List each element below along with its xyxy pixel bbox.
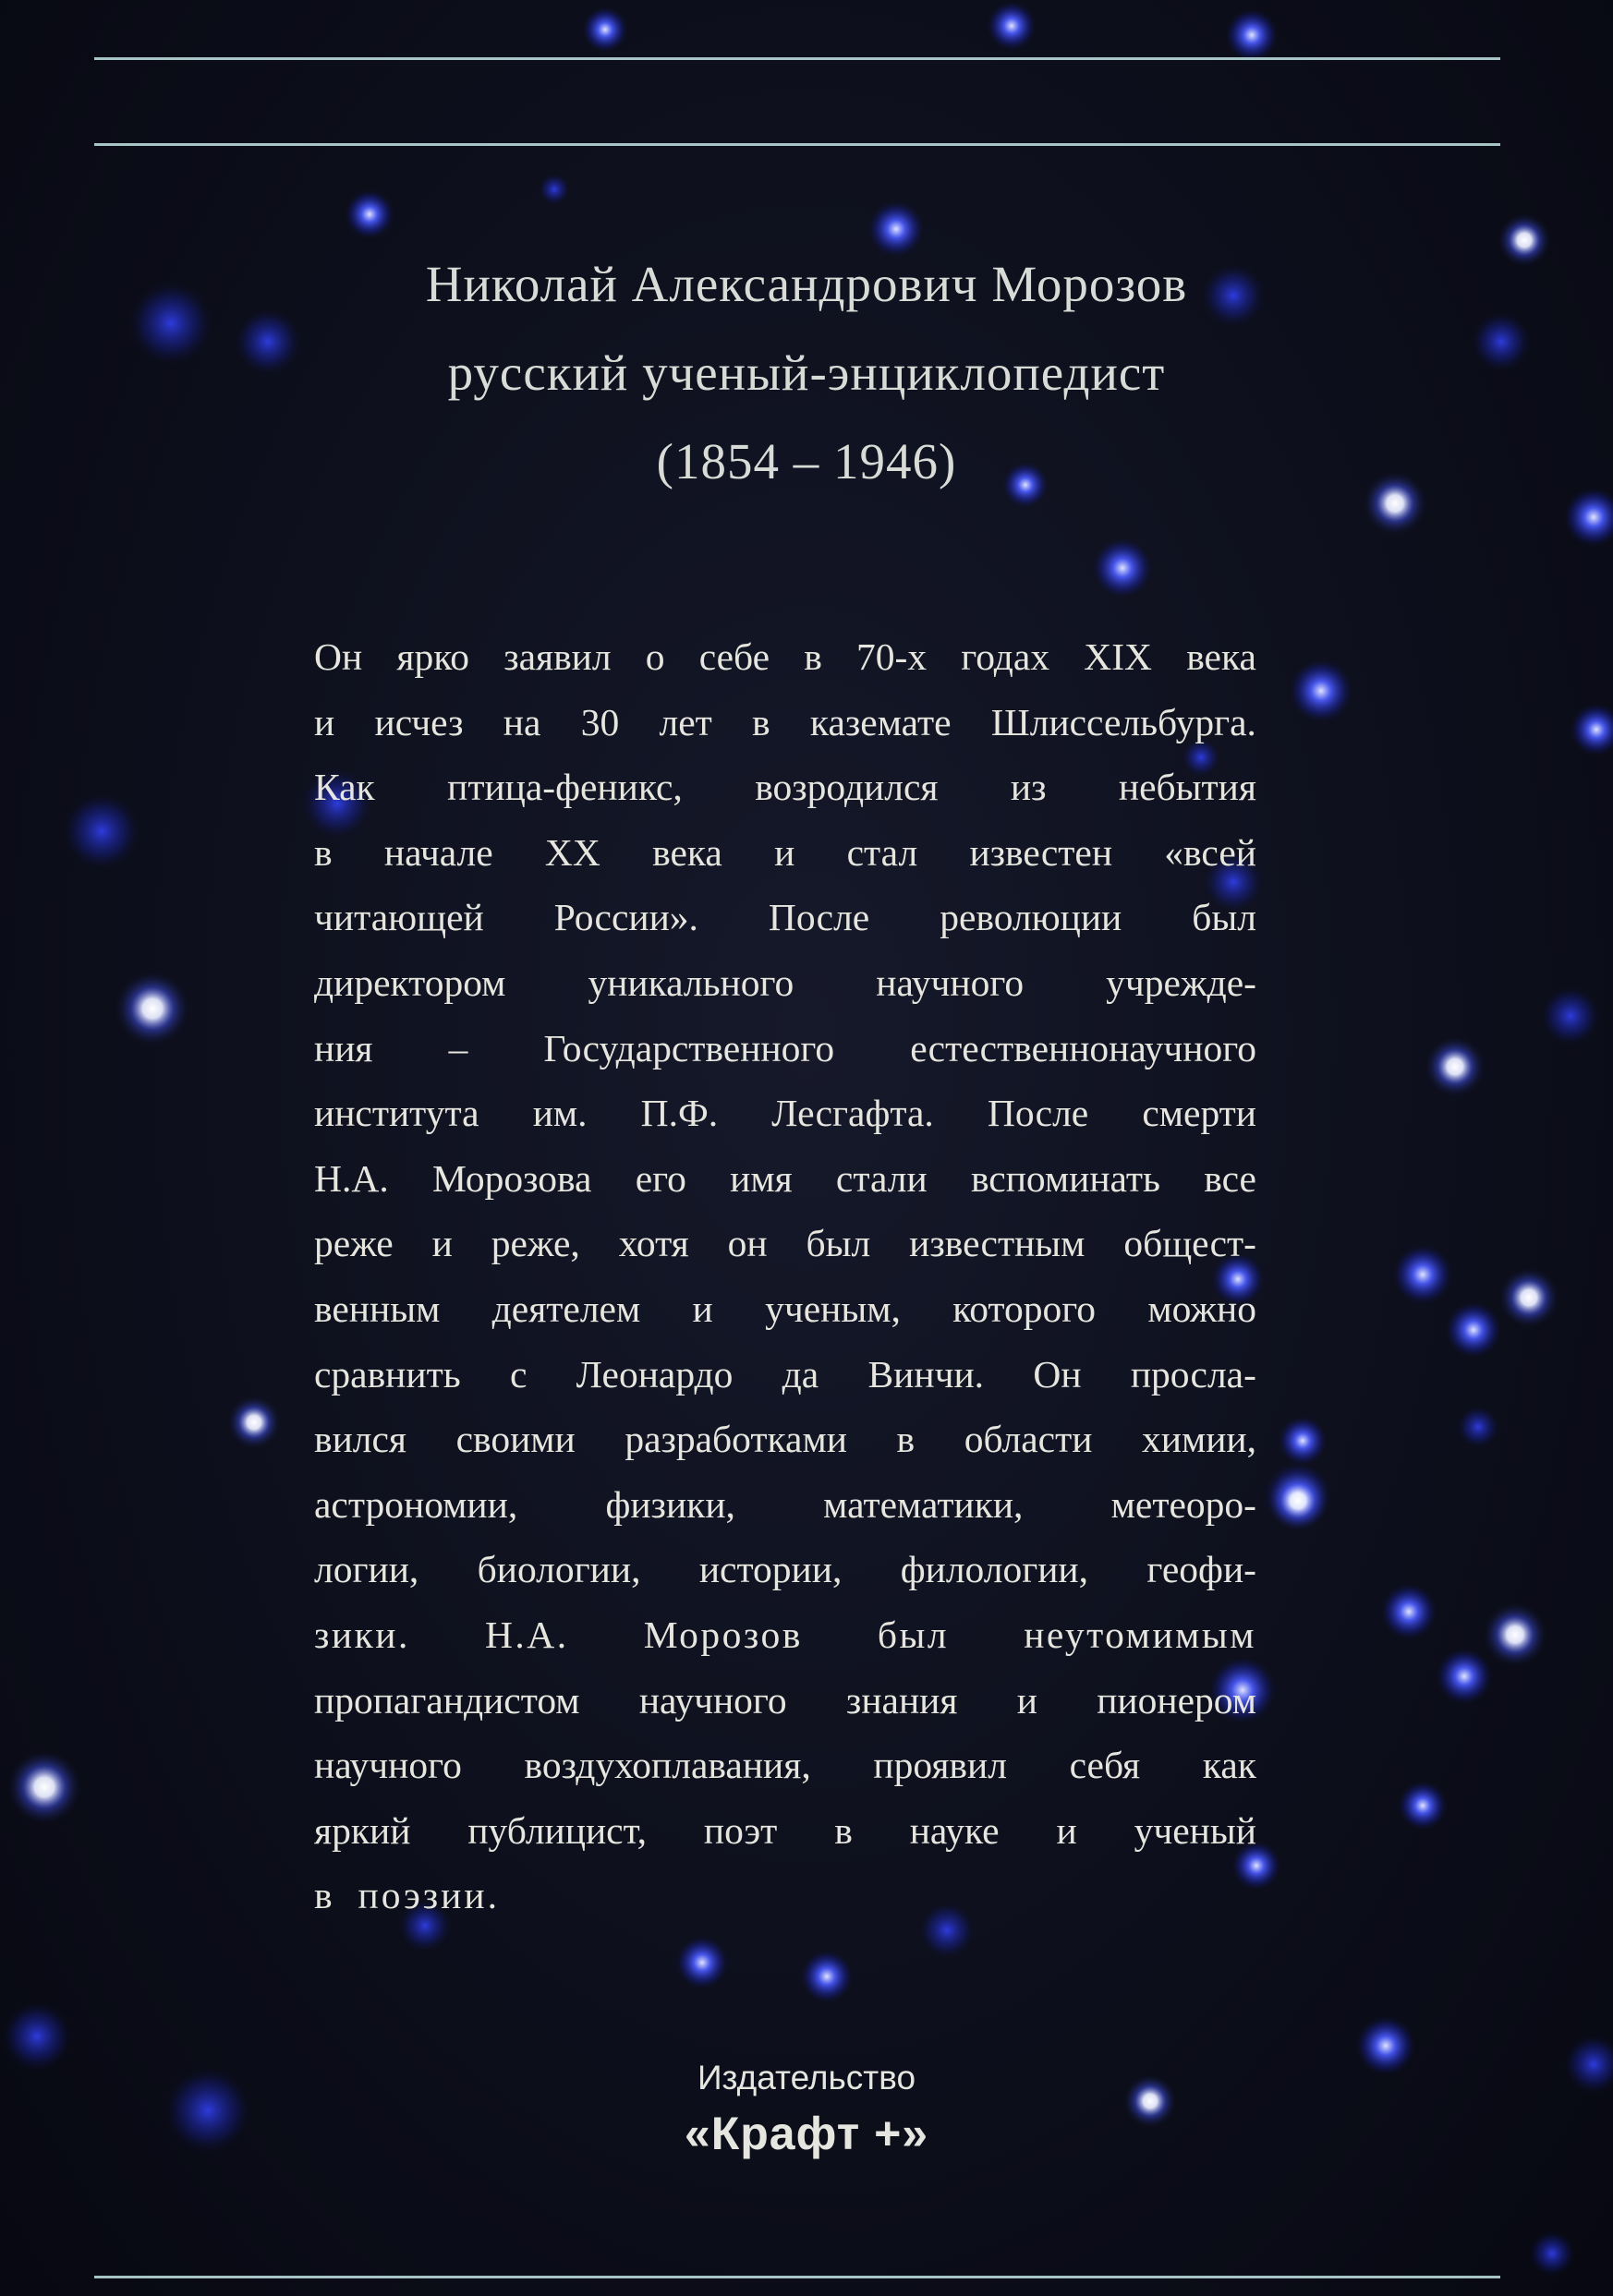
word: После xyxy=(987,1092,1089,1135)
word: науке xyxy=(909,1808,1000,1852)
word: ярко xyxy=(396,635,470,678)
publisher-name: «Крафт +» xyxy=(684,2108,929,2159)
word: ученый xyxy=(1134,1808,1256,1852)
star xyxy=(1528,2230,1576,2278)
word: 30 xyxy=(580,700,620,743)
word: «всей xyxy=(1164,830,1256,874)
star xyxy=(226,1395,282,1450)
text-line xyxy=(314,1537,1256,1602)
word: вспоминать xyxy=(970,1156,1160,1200)
star xyxy=(127,279,215,368)
word: научного xyxy=(876,961,1025,1004)
word: научного xyxy=(314,1744,462,1787)
word: Морозова xyxy=(431,1156,592,1200)
word: поэзии. xyxy=(358,1874,500,1917)
star xyxy=(1391,1243,1454,1306)
word: в xyxy=(804,635,822,678)
word: яркий xyxy=(314,1808,411,1852)
text-line xyxy=(314,1211,1256,1276)
word: учрежде- xyxy=(1106,961,1256,1004)
word: директором xyxy=(314,961,506,1004)
word: Он xyxy=(314,635,363,678)
word: смерти xyxy=(1142,1092,1256,1135)
word: его xyxy=(635,1156,686,1200)
word: с xyxy=(509,1352,528,1396)
star xyxy=(1569,702,1613,757)
word: как xyxy=(1202,1744,1256,1787)
word: птица-феникс, xyxy=(447,766,683,809)
word: и xyxy=(1016,1678,1037,1722)
word: стали xyxy=(835,1156,928,1200)
word: уникального xyxy=(588,961,794,1004)
word: ученым, xyxy=(765,1287,901,1330)
star xyxy=(674,1935,730,1990)
star xyxy=(1277,1415,1328,1467)
word: публицист, xyxy=(467,1808,647,1852)
word: был xyxy=(806,1222,871,1265)
word: геофи- xyxy=(1146,1548,1256,1591)
word: каземате xyxy=(809,700,952,743)
text-line xyxy=(314,1602,1256,1668)
word: революции xyxy=(940,896,1122,939)
star xyxy=(1435,1647,1494,1706)
word: и xyxy=(1056,1808,1077,1852)
word: в xyxy=(314,1874,335,1917)
author-years: (1854 – 1946) xyxy=(656,433,957,489)
text-line xyxy=(314,1407,1256,1472)
text-line xyxy=(314,755,1256,820)
word: Леонардо xyxy=(576,1352,734,1396)
word: просла- xyxy=(1130,1352,1256,1396)
star xyxy=(6,1748,83,1826)
word: деятелем xyxy=(491,1287,641,1330)
word: стал xyxy=(846,830,918,874)
star xyxy=(1456,1405,1500,1449)
star xyxy=(61,791,142,872)
word: пионером xyxy=(1097,1678,1256,1722)
word: Н.А. xyxy=(314,1156,389,1200)
star xyxy=(0,2000,74,2073)
word: зики. xyxy=(314,1613,410,1656)
word: поэт xyxy=(703,1808,778,1852)
word: да xyxy=(782,1352,819,1396)
word: воздухоплавания, xyxy=(524,1744,811,1787)
text-line xyxy=(314,690,1256,755)
word: можно xyxy=(1147,1287,1256,1330)
word: венным xyxy=(314,1287,441,1330)
word: астрономии, xyxy=(314,1482,518,1526)
word: сравнить xyxy=(314,1352,461,1396)
word: института xyxy=(314,1092,479,1135)
word: на xyxy=(503,700,541,743)
word: Лесгафта. xyxy=(771,1092,934,1135)
word: известен xyxy=(969,830,1113,874)
word: небытия xyxy=(1118,766,1256,809)
word: логии, xyxy=(314,1548,419,1591)
word: известным xyxy=(909,1222,1085,1265)
top-rule-1 xyxy=(94,57,1500,60)
star xyxy=(1482,1601,1548,1668)
word: Он xyxy=(1033,1352,1082,1396)
word: был xyxy=(1192,896,1256,939)
star xyxy=(1539,985,1602,1047)
publisher-label: Издательство xyxy=(697,2059,916,2097)
word: о xyxy=(645,635,665,678)
text-line xyxy=(314,885,1256,950)
word: Как xyxy=(314,766,375,809)
word: филологии, xyxy=(900,1548,1089,1591)
text-line xyxy=(314,820,1256,886)
word: математики, xyxy=(823,1482,1024,1526)
star xyxy=(799,1949,855,2004)
word: После xyxy=(768,896,870,939)
word: в xyxy=(314,830,333,874)
word: из xyxy=(1010,766,1047,809)
star xyxy=(1379,1582,1438,1641)
word: был xyxy=(877,1613,950,1656)
star xyxy=(538,173,571,206)
word: неутомимым xyxy=(1024,1613,1256,1656)
word: своими xyxy=(455,1418,576,1461)
word: лет xyxy=(659,700,712,743)
word: истории, xyxy=(698,1548,843,1591)
word: области xyxy=(964,1418,1093,1461)
text-line xyxy=(314,1081,1256,1146)
word: разработками xyxy=(625,1418,847,1461)
text-line xyxy=(314,1668,1256,1734)
word: все xyxy=(1204,1156,1256,1200)
word: пропагандистом xyxy=(314,1678,580,1722)
star xyxy=(1267,1469,1329,1532)
star xyxy=(1498,1266,1560,1329)
word: хотя xyxy=(618,1222,689,1265)
word: и xyxy=(314,700,335,743)
word: XIX xyxy=(1084,635,1153,678)
text-line xyxy=(314,624,1256,690)
word: ния xyxy=(314,1026,373,1069)
word: – xyxy=(448,1026,468,1069)
star xyxy=(1362,470,1428,537)
publisher-block xyxy=(529,2052,1084,2163)
word: читающей xyxy=(314,896,484,939)
word: научного xyxy=(638,1678,787,1722)
star xyxy=(1122,2073,1178,2129)
word: века xyxy=(1186,635,1256,678)
word: себя xyxy=(1069,1744,1141,1787)
word: возродился xyxy=(755,766,939,809)
word: и xyxy=(692,1287,713,1330)
text-line xyxy=(314,1016,1256,1082)
star xyxy=(114,970,191,1047)
word: начале xyxy=(383,830,493,874)
word: проявил xyxy=(873,1744,1007,1787)
star xyxy=(1424,1035,1486,1098)
text-line xyxy=(314,950,1256,1016)
word: которого xyxy=(952,1287,1097,1330)
word: метеоро- xyxy=(1110,1482,1256,1526)
word: XX xyxy=(544,830,600,874)
word: Н.А. xyxy=(484,1613,569,1656)
word: годах xyxy=(961,635,1050,678)
star xyxy=(1397,1780,1449,1831)
author-heading xyxy=(277,240,1336,506)
word: заявил xyxy=(503,635,612,678)
word: Государственного xyxy=(543,1026,835,1069)
star xyxy=(1562,486,1613,549)
text-line xyxy=(314,1472,1256,1538)
star xyxy=(986,0,1037,52)
text-line xyxy=(314,1798,1256,1864)
word: России». xyxy=(553,896,698,939)
star xyxy=(1091,537,1154,599)
word: века xyxy=(652,830,722,874)
word: знания xyxy=(845,1678,958,1722)
word: исчез xyxy=(374,700,464,743)
word: естественнонаучного xyxy=(910,1026,1256,1069)
text-line xyxy=(314,1733,1256,1798)
word: Винчи. xyxy=(867,1352,985,1396)
word: в xyxy=(834,1808,853,1852)
star xyxy=(1470,310,1533,373)
star xyxy=(1224,7,1279,63)
word: им. xyxy=(532,1092,588,1135)
text-line xyxy=(314,1146,1256,1212)
author-subtitle: русский ученый-энциклопедист xyxy=(447,344,1166,401)
word: П.Ф. xyxy=(640,1092,719,1135)
word: в xyxy=(896,1418,916,1461)
word: 70-х xyxy=(856,635,928,678)
word: и xyxy=(774,830,795,874)
star xyxy=(162,2064,254,2157)
word: общест- xyxy=(1123,1222,1256,1265)
text-line xyxy=(314,1276,1256,1342)
text-line xyxy=(314,1342,1256,1408)
word: и xyxy=(431,1222,453,1265)
word: он xyxy=(727,1222,768,1265)
star xyxy=(1288,658,1354,724)
word: реже xyxy=(314,1222,394,1265)
text-line xyxy=(314,1863,1256,1928)
star xyxy=(1444,1300,1503,1359)
word: физики, xyxy=(605,1482,735,1526)
word: имя xyxy=(730,1156,793,1200)
word: реже, xyxy=(491,1222,580,1265)
word: биологии, xyxy=(477,1548,641,1591)
star xyxy=(344,188,395,240)
star xyxy=(1562,2033,1613,2096)
star xyxy=(1497,212,1552,268)
word: Шлиссельбурга. xyxy=(990,700,1256,743)
word: Морозов xyxy=(643,1613,803,1656)
biography-text xyxy=(314,624,1256,1928)
author-name: Николай Александрович Морозов xyxy=(425,256,1188,312)
star xyxy=(581,6,629,54)
word: себе xyxy=(698,635,770,678)
word: в xyxy=(752,700,770,743)
bottom-rule xyxy=(94,2276,1500,2278)
star xyxy=(1354,2014,1417,2077)
top-rule-2 xyxy=(94,143,1500,146)
word: вился xyxy=(314,1418,407,1461)
word: химии, xyxy=(1141,1418,1256,1461)
